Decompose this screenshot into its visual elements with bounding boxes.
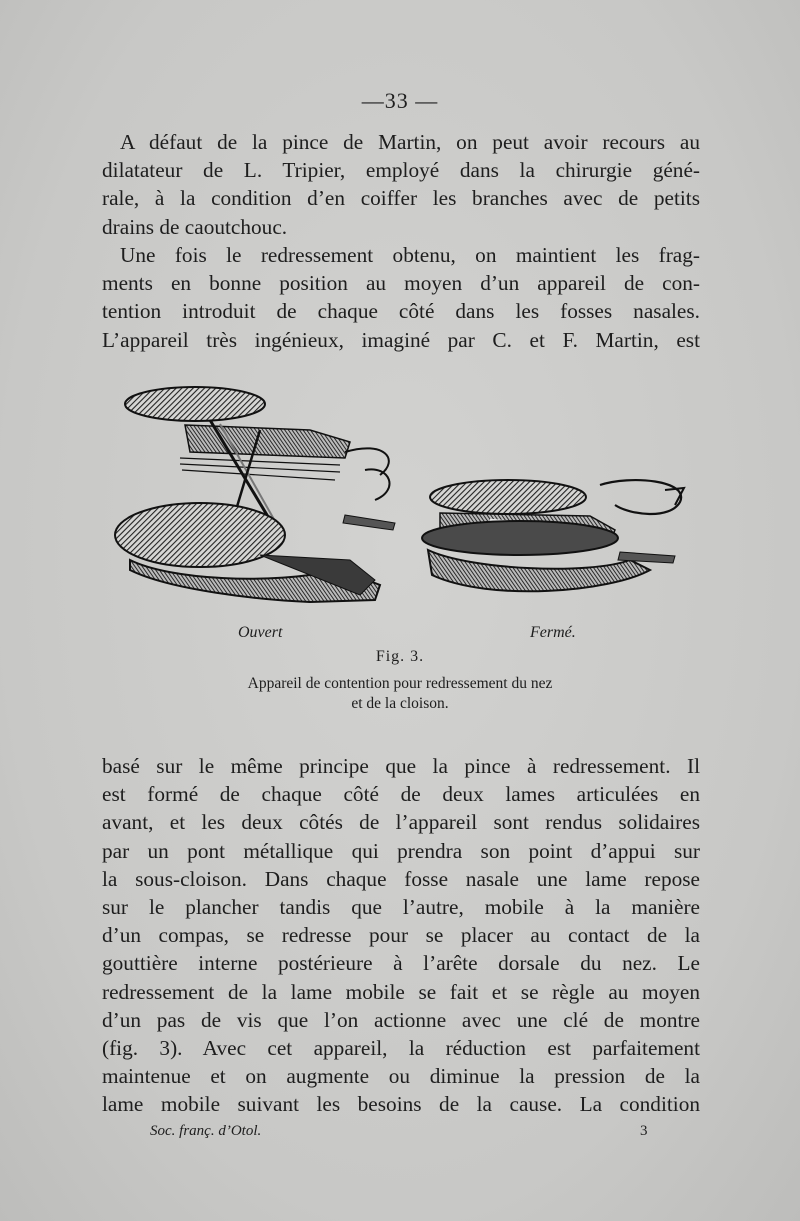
- text-line: la sous-cloison. Dans chaque fosse nasale une lame repose: [102, 866, 700, 891]
- text-line: est formé de chaque côté de deux lames articulées en: [102, 782, 700, 807]
- page-number: —33 —: [361, 88, 439, 113]
- figure-number: Fig. 3.: [375, 648, 425, 665]
- figure-caption: [0, 674, 800, 714]
- footer-journal: Soc. franç. d’Otol.: [150, 1123, 262, 1139]
- text-line: gouttière interne postérieure à l’arête dorsale du nez. Le: [102, 951, 700, 976]
- text-line: Une fois le redressement obtenu, on maintient les frag-: [120, 243, 700, 267]
- device-open-drawing: [115, 387, 395, 602]
- text-line: drains de caoutchouc.: [102, 214, 288, 239]
- text-line: tention introduit de chaque côté dans les fosses nasales.: [102, 299, 700, 324]
- footer-signature: 3: [640, 1123, 648, 1139]
- device-closed-drawing: [422, 480, 684, 591]
- text-line: dilatateur de L. Tripier, employé dans la chirurgie géné-: [102, 158, 700, 183]
- figure-label-closed: Fermé.: [530, 624, 576, 641]
- text-line: basé sur le même principe que la pince à redressement. Il: [102, 754, 700, 778]
- text-line: L’appareil très ingénieux, imaginé par C. et F. Martin, est: [102, 327, 700, 352]
- text-line: maintenue et on augmente ou diminue la pression de la: [102, 1064, 700, 1089]
- text-line: sur le plancher tandis que l’autre, mobile à la manière: [102, 894, 700, 919]
- caption-line: Appareil de contention pour redressement du nez: [247, 675, 553, 692]
- paragraph-2: [102, 241, 700, 354]
- paragraph-1: [102, 128, 700, 241]
- text-line: d’un compas, se redresse pour se placer au contact de la: [102, 923, 700, 948]
- text-line: ments en bonne position au moyen d’un appareil de con-: [102, 271, 700, 296]
- text-line: lame mobile suivant les besoins de la cause. La condition: [102, 1092, 700, 1117]
- text-line: avant, et les deux côtés de l’appareil sont rendus solidaires: [102, 810, 700, 835]
- figure-illustration: [110, 380, 700, 620]
- text-line: (fig. 3). Avec cet appareil, la réduction est parfaitement: [102, 1035, 700, 1060]
- paragraph-3: [102, 752, 700, 1118]
- figure-label-open: Ouvert: [238, 624, 283, 641]
- text-line: A défaut de la pince de Martin, on peut avoir recours au: [120, 130, 700, 154]
- text-line: d’un pas de vis que l’on actionne avec une clé de montre: [102, 1007, 700, 1032]
- caption-line: et de la cloison.: [351, 695, 449, 712]
- text-line: par un pont métallique qui prendra son point d’appui sur: [102, 838, 700, 863]
- text-line: rale, à la condition d’en coiffer les branches avec de petits: [102, 186, 700, 211]
- text-line: redressement de la lame mobile se fait et se règle au moyen: [102, 979, 700, 1004]
